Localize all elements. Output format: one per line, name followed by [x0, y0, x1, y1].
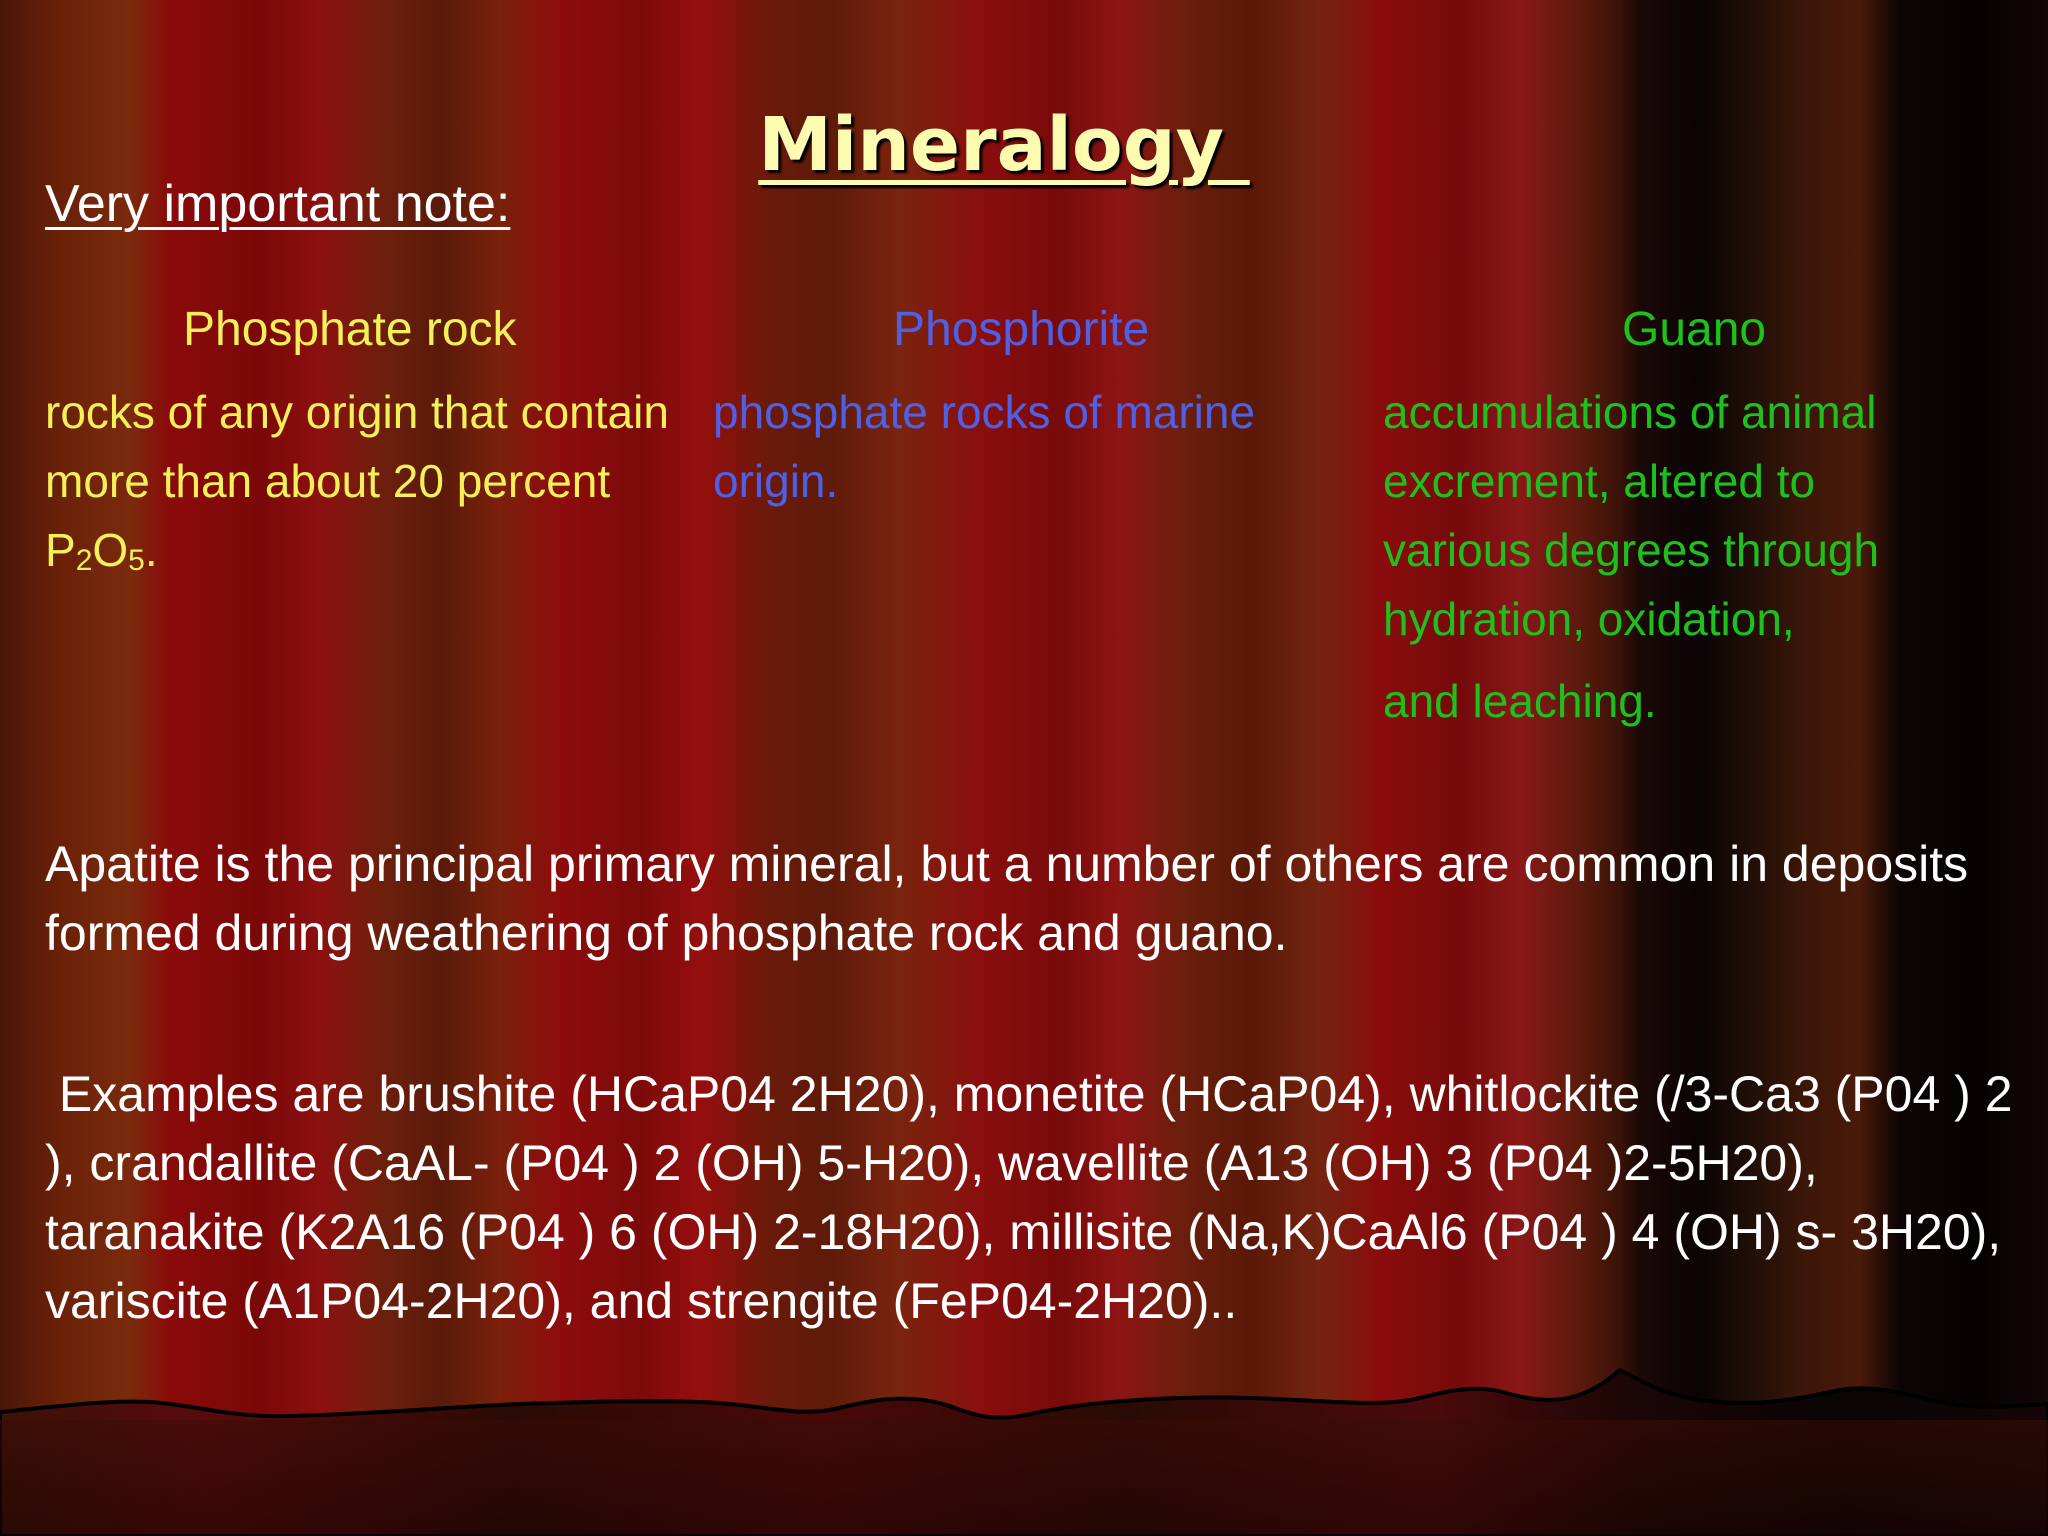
phosphorite-heading: Phosphorite [893, 303, 1150, 356]
apatite-paragraph: Apatite is the principal primary mineral, but a number of others are common in deposits formed during weathering of phosphate rock and guano. [45, 836, 1969, 961]
oxygen-symbol: O [92, 524, 129, 576]
phosphate-rock-definition-text: rocks of any origin that contain more than about 20 percent P [45, 386, 669, 576]
guano-line: various degrees through [1383, 524, 1880, 576]
phosphate-rock-definition [45, 378, 685, 595]
guano-line: excrement, altered to [1383, 455, 1816, 507]
phosphate-rock-heading: Phosphate rock [183, 303, 517, 356]
definition-period: . [144, 524, 158, 576]
examples-paragraph: Examples are brushite (HCaP04 2H20), monetite (HCaP04), whitlockite (/3-Ca3 (P04 ) 2 ), crandallite (CaAL- (P04 ) 2 (OH) 5-H20), wavellite (A13 (OH) 3 (P04 )2-5H20), taranakite (K2A16 (P04 ) 6 (OH) 2-18H20), millisite (Na,K)CaAl6 (P04 ) 4 (OH) s- 3H20), variscite (A1P04-2H20), and strengite (FeP04-2H20).. [45, 1066, 2027, 1329]
guano-line: and leaching. [1383, 675, 1657, 727]
slide-title: Mineralogy [758, 101, 1250, 188]
guano-line: accumulations of animal [1383, 386, 1877, 438]
subscript-5: 5 [128, 544, 145, 577]
guano-heading: Guano [1622, 303, 1767, 356]
subscript-2: 2 [75, 544, 93, 577]
stage-floor [0, 1360, 2048, 1536]
phosphorite-definition: phosphate rocks of marine origin. [713, 386, 1256, 507]
guano-line: hydration, oxidation, [1383, 593, 1795, 645]
guano-definition [1383, 378, 2023, 736]
note-heading: Very important note: [45, 175, 511, 233]
